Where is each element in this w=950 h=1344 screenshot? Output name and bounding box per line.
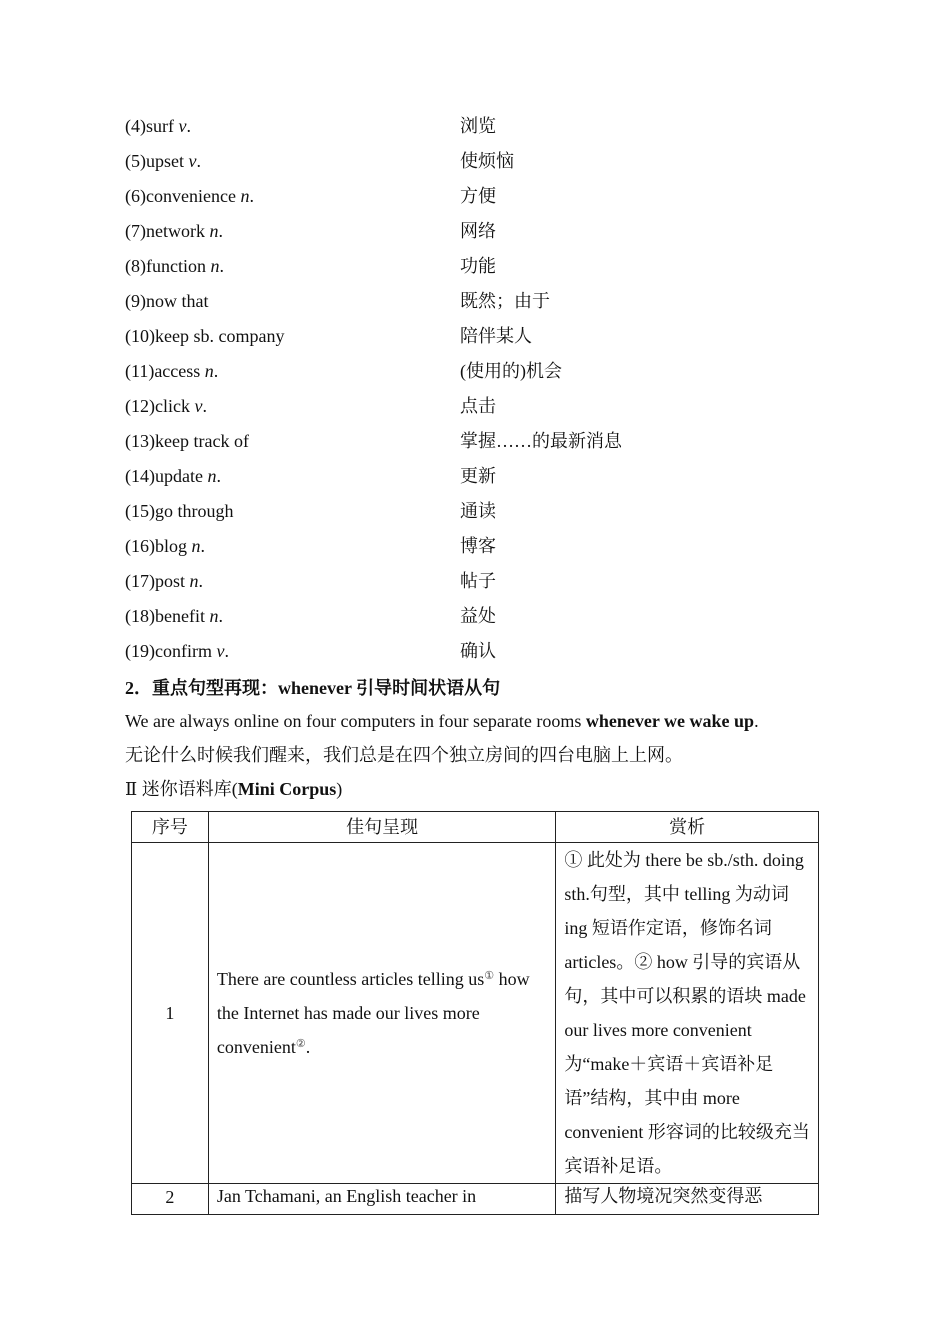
vocab-word: (18)benefit n. xyxy=(125,606,223,626)
analysis-cell: ① 此处为 there be sb./sth. doing sth.句型，其中 telling 为动词ing 短语作定语，修饰名词 articles。② how 引导的宾语从句，其中可以积累的语块 made our lives more convenient 为“make＋宾语＋宾语补足语”结构，其中由 more convenient 形容词的比较级充当宾语补足语。 xyxy=(556,843,819,1184)
table-header-row xyxy=(132,812,819,843)
vocab-row xyxy=(125,179,825,214)
column-header: 赏析 xyxy=(556,812,819,843)
vocab-word: (11)access n. xyxy=(125,361,219,381)
vocab-meaning: 浏览 xyxy=(460,116,496,136)
vocab-meaning: 通读 xyxy=(460,501,496,521)
vocab-word: (14)update n. xyxy=(125,466,221,486)
vocab-word: (7)network n. xyxy=(125,221,223,241)
analysis-cell: 描写人物境况突然变得恶 xyxy=(556,1184,819,1215)
column-header: 序号 xyxy=(132,812,209,843)
row-number: 1 xyxy=(132,843,209,1184)
example-translation: 无论什么时候我们醒来，我们总是在四个独立房间的四台电脑上上网。 xyxy=(125,745,683,765)
vocab-meaning: 博客 xyxy=(460,536,496,556)
column-header: 佳句呈现 xyxy=(208,812,555,843)
vocab-meaning: 方便 xyxy=(460,186,496,206)
example-sentence: We are always online on four computers in four separate rooms whenever we wake up. xyxy=(125,711,759,731)
vocab-row xyxy=(125,214,825,249)
vocab-word: (8)function n. xyxy=(125,256,224,276)
vocab-row xyxy=(125,109,825,144)
table-row xyxy=(132,843,819,1184)
vocab-row xyxy=(125,459,825,494)
vocab-word: (15)go through xyxy=(125,501,234,521)
vocab-row xyxy=(125,284,825,319)
vocab-row xyxy=(125,494,825,529)
vocab-row xyxy=(125,354,825,389)
vocab-meaning: 陪伴某人 xyxy=(460,326,532,346)
vocab-word: (17)post n. xyxy=(125,571,203,591)
vocab-word: (16)blog n. xyxy=(125,536,205,556)
vocab-row xyxy=(125,564,825,599)
vocab-word: (10)keep sb. company xyxy=(125,326,285,346)
vocab-row xyxy=(125,634,825,669)
sentence-cell: Jan Tchamani, an English teacher in xyxy=(208,1184,555,1215)
vocab-row xyxy=(125,424,825,459)
vocab-word: (6)convenience n. xyxy=(125,186,254,206)
vocab-word: (9)now that xyxy=(125,291,209,311)
corpus-heading: Ⅱ 迷你语料库(Mini Corpus) xyxy=(125,779,343,799)
vocab-row xyxy=(125,389,825,424)
vocab-meaning: (使用的)机会 xyxy=(460,361,562,381)
vocab-meaning: 既然；由于 xyxy=(460,291,550,311)
vocab-word: (12)click v. xyxy=(125,396,207,416)
section-heading: 2．重点句型再现：whenever 引导时间状语从句 xyxy=(125,678,501,698)
vocab-meaning: 使烦恼 xyxy=(460,151,514,171)
vocab-word: (19)confirm v. xyxy=(125,641,229,661)
vocab-row xyxy=(125,249,825,284)
vocab-row xyxy=(125,599,825,634)
vocab-meaning: 掌握……的最新消息 xyxy=(460,431,622,451)
vocab-meaning: 益处 xyxy=(460,606,496,626)
sentence-cell: There are countless articles telling us① how the Internet has made our lives more convenient②. xyxy=(208,843,555,1184)
vocab-word: (13)keep track of xyxy=(125,431,249,451)
vocab-meaning: 功能 xyxy=(460,256,496,276)
vocab-word: (5)upset v. xyxy=(125,151,201,171)
vocab-meaning: 帖子 xyxy=(460,571,496,591)
row-number: 2 xyxy=(132,1184,209,1215)
corpus-table xyxy=(131,811,819,1215)
vocab-meaning: 点击 xyxy=(460,396,496,416)
vocab-meaning: 更新 xyxy=(460,466,496,486)
vocab-meaning: 确认 xyxy=(460,641,496,661)
vocab-row xyxy=(125,144,825,179)
vocab-row xyxy=(125,529,825,564)
vocab-word: (4)surf v. xyxy=(125,116,191,136)
vocab-row xyxy=(125,319,825,354)
vocab-meaning: 网络 xyxy=(460,221,496,241)
table-row xyxy=(132,1184,819,1215)
